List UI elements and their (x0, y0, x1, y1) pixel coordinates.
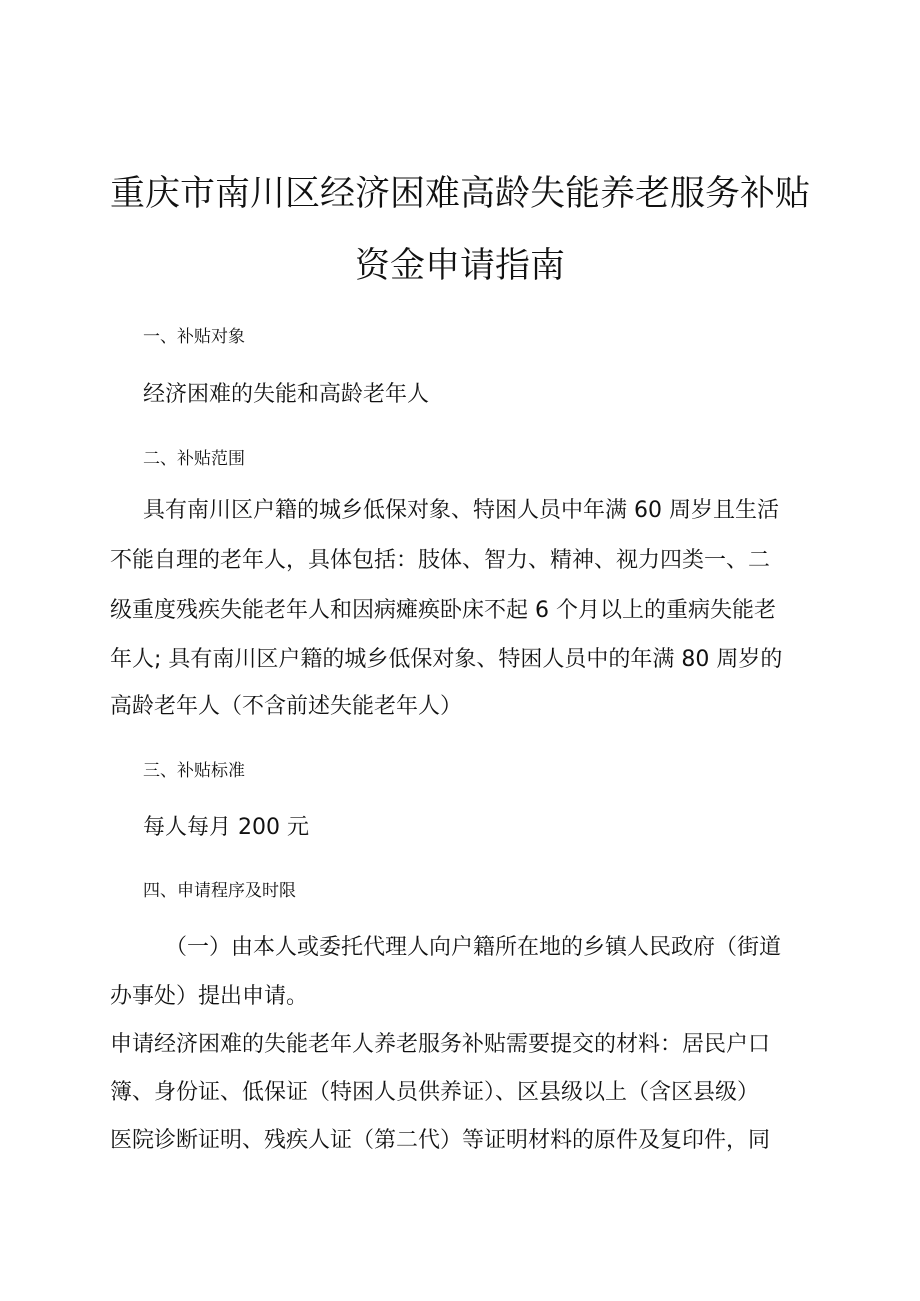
section-heading-subsidy-target: 一、补贴对象 (143, 327, 245, 347)
scope-line-1: 具有南川区户籍的城乡低保对象、特困人员中年满 60 周岁且生活 (143, 498, 779, 523)
section-heading-application-procedure: 四、申请程序及时限 (143, 881, 296, 901)
procedure-line-1: （一）由本人或委托代理人向户籍所在地的乡镇人民政府（街道 (165, 935, 782, 960)
procedure-line-4: 簿、身份证、低保证（特困人员供养证）、区县级以上（含区县级） (110, 1080, 760, 1105)
section-heading-subsidy-standard: 三、补贴标准 (143, 761, 245, 781)
scope-line-3: 级重度残疾失能老年人和因病瘫痪卧床不起 6 个月以上的重病失能老 (110, 598, 776, 623)
procedure-line-2: 办事处）提出申请。 (110, 984, 309, 1009)
scope-line-5: 高龄老年人（不含前述失能老年人） (110, 694, 463, 719)
procedure-line-5: 医院诊断证明、残疾人证（第二代）等证明材料的原件及复印件，同 (110, 1128, 771, 1153)
section-text-subsidy-standard: 每人每月 200 元 (143, 815, 309, 840)
section-heading-subsidy-scope: 二、补贴范围 (143, 449, 245, 469)
scope-line-4: 年人; 具有南川区户籍的城乡低保对象、特困人员中的年满 80 周岁的 (110, 647, 783, 672)
document-title-line2: 资金申请指南 (354, 246, 565, 286)
section-text-subsidy-target: 经济困难的失能和高龄老年人 (143, 382, 430, 407)
scope-line-2: 不能自理的老年人，具体包括：肢体、智力、精神、视力四类一、二 (110, 548, 771, 573)
procedure-line-3: 申请经济困难的失能老年人养老服务补贴需要提交的材料：居民户口 (110, 1032, 771, 1057)
document-title-line1: 重庆市南川区经济困难高龄失能养老服务补贴 (109, 174, 810, 214)
